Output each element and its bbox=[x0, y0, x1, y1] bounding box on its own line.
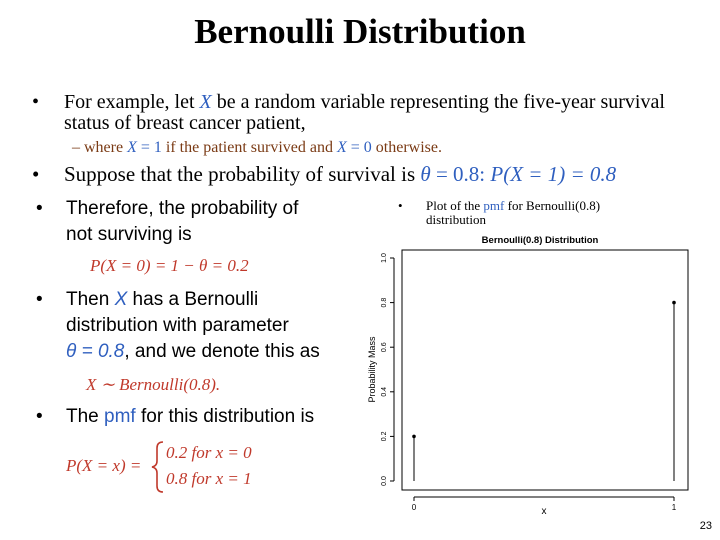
y-axis-label: Probability Mass bbox=[367, 336, 377, 403]
pmf-case-text: 0.2 for x = 0 bbox=[166, 443, 252, 462]
bullet-text: has a Bernoulli bbox=[127, 289, 259, 310]
y-tick-label: 0.0 bbox=[381, 476, 388, 486]
page-number: 23 bbox=[699, 520, 712, 532]
variable-x: X bbox=[199, 91, 212, 113]
bullet-therefore bbox=[36, 196, 298, 248]
bullet-marker: • bbox=[398, 198, 403, 213]
sub-bullet bbox=[72, 139, 442, 157]
plot-note bbox=[398, 199, 656, 227]
y-tick-label: 0.6 bbox=[381, 342, 388, 353]
y-axis bbox=[381, 253, 394, 486]
y-tick-label: 1.0 bbox=[381, 253, 388, 263]
bullet-marker: • bbox=[32, 162, 40, 186]
bullet-probability bbox=[32, 162, 616, 187]
bullet-marker: • bbox=[36, 198, 43, 219]
pmf-case-0 bbox=[166, 443, 252, 463]
pmf-link[interactable]: pmf bbox=[483, 198, 505, 213]
pmf-case-text: 0.8 for x = 1 bbox=[166, 469, 252, 488]
pmf-link[interactable]: pmf bbox=[104, 406, 136, 427]
bullet-text: Suppose that the probability of survival is bbox=[64, 162, 421, 186]
plot-frame bbox=[402, 250, 688, 490]
bullet-text: distribution with parameter bbox=[66, 315, 289, 336]
sub-bullet-text: – where bbox=[72, 139, 128, 156]
bullet-marker: • bbox=[36, 406, 43, 427]
bullet-pmf bbox=[36, 404, 314, 430]
y-tick-label: 0.4 bbox=[381, 386, 388, 397]
slide-title: Bernoulli Distribution bbox=[194, 12, 526, 51]
bullet-text: be a random variable representing the five-year survival status of breast cancer patient, bbox=[64, 91, 665, 134]
chart-marks bbox=[412, 301, 676, 481]
formula-not-surviving: P(X = 0) = 1 − θ = 0.2 bbox=[90, 256, 249, 275]
bullet-text: for this distribution is bbox=[135, 406, 315, 427]
bullet-bernoulli bbox=[36, 287, 320, 365]
pmf-brace bbox=[150, 440, 166, 494]
theta-value: = 0.8: bbox=[430, 162, 491, 186]
y-tick-label: 0.2 bbox=[381, 431, 388, 442]
x-tick-label: 0 bbox=[411, 503, 417, 512]
sub-bullet-text: otherwise. bbox=[371, 139, 442, 156]
bullet-example bbox=[32, 92, 692, 134]
pmf-point bbox=[672, 301, 676, 305]
pmf-point bbox=[412, 435, 416, 439]
bullet-text: The bbox=[66, 406, 105, 427]
y-tick-label: 0.8 bbox=[381, 297, 388, 308]
bullet-text: not surviving is bbox=[66, 224, 192, 245]
plot-note-text: Plot of the bbox=[426, 198, 484, 213]
pmf-case-1 bbox=[166, 469, 252, 489]
pmf-lhs: P(X = x) = bbox=[66, 456, 142, 475]
variable-x: X bbox=[114, 289, 128, 310]
variable-x: X bbox=[336, 139, 347, 156]
bullet-text: Therefore, the probability of bbox=[66, 198, 299, 219]
value: = 1 bbox=[136, 139, 162, 156]
chart-title: Bernoulli(0.8) Distribution bbox=[481, 235, 599, 246]
bullet-text: For example, let bbox=[64, 91, 200, 113]
pmf-chart bbox=[360, 228, 700, 520]
probability-expression: P(X = 1) = 0.8 bbox=[490, 162, 617, 186]
sub-bullet-text: if the patient survived and bbox=[161, 139, 337, 156]
value: = 0 bbox=[346, 139, 372, 156]
x-tick-label: 1 bbox=[671, 503, 677, 512]
theta-value: θ = 0.8 bbox=[66, 341, 125, 362]
bullet-marker: • bbox=[36, 289, 43, 310]
bullet-marker: • bbox=[32, 91, 40, 113]
bullet-text: , and we denote this as bbox=[124, 341, 320, 362]
formula-bernoulli: X ∼ Bernoulli(0.8). bbox=[86, 375, 221, 394]
variable-x: X bbox=[127, 139, 137, 156]
x-axis-label: x bbox=[541, 506, 547, 517]
theta-symbol: θ bbox=[420, 162, 431, 186]
bullet-text: Then bbox=[66, 289, 115, 310]
plot-note-text: for Bernoulli(0.8) distribution bbox=[426, 198, 601, 227]
